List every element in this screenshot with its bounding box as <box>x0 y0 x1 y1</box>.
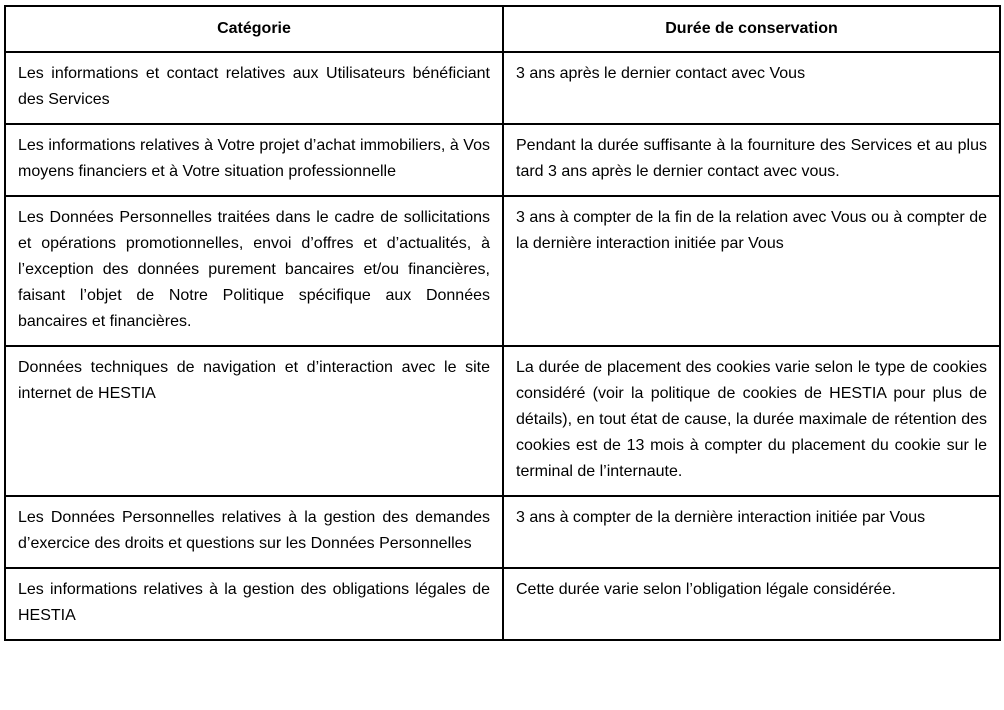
duration-cell: 3 ans à compter de la fin de la relation avec Vous ou à compter de la dernière interaction initiée par Vous <box>503 196 1000 346</box>
duration-cell: Pendant la durée suffisante à la fourniture des Services et au plus tard 3 ans après le dernier contact avec vous. <box>503 124 1000 196</box>
table-row <box>5 496 1000 568</box>
column-header-category: Catégorie <box>5 6 503 52</box>
category-cell: Données techniques de navigation et d’interaction avec le site internet de HESTIA <box>5 346 503 496</box>
category-cell: Les Données Personnelles traitées dans le cadre de sollicitations et opérations promotionnelles, envoi d’offres et d’actualités, à l’exception des données purement bancaires et/ou financières, faisant l’objet de Notre Politique spécifique aux Données bancaires et financières. <box>5 196 503 346</box>
category-cell: Les informations relatives à Votre projet d’achat immobiliers, à Vos moyens financiers et à Votre situation professionnelle <box>5 124 503 196</box>
category-cell: Les Données Personnelles relatives à la gestion des demandes d’exercice des droits et questions sur les Données Personnelles <box>5 496 503 568</box>
table-body <box>5 52 1000 640</box>
duration-cell: Cette durée varie selon l’obligation légale considérée. <box>503 568 1000 640</box>
column-header-duration: Durée de conservation <box>503 6 1000 52</box>
table-row <box>5 346 1000 496</box>
duration-cell: La durée de placement des cookies varie selon le type de cookies considéré (voir la politique de cookies de HESTIA pour plus de détails), en tout état de cause, la durée maximale de rétention des cookies est de 13 mois à compter du placement du cookie sur le terminal de l’internaute. <box>503 346 1000 496</box>
header-row <box>5 6 1000 52</box>
table-row <box>5 568 1000 640</box>
data-retention-table <box>4 5 1001 641</box>
duration-cell: 3 ans après le dernier contact avec Vous <box>503 52 1000 124</box>
duration-cell: 3 ans à compter de la dernière interaction initiée par Vous <box>503 496 1000 568</box>
category-cell: Les informations relatives à la gestion des obligations légales de HESTIA <box>5 568 503 640</box>
table-row <box>5 52 1000 124</box>
category-cell: Les informations et contact relatives aux Utilisateurs bénéficiant des Services <box>5 52 503 124</box>
table-row <box>5 124 1000 196</box>
table-row <box>5 196 1000 346</box>
